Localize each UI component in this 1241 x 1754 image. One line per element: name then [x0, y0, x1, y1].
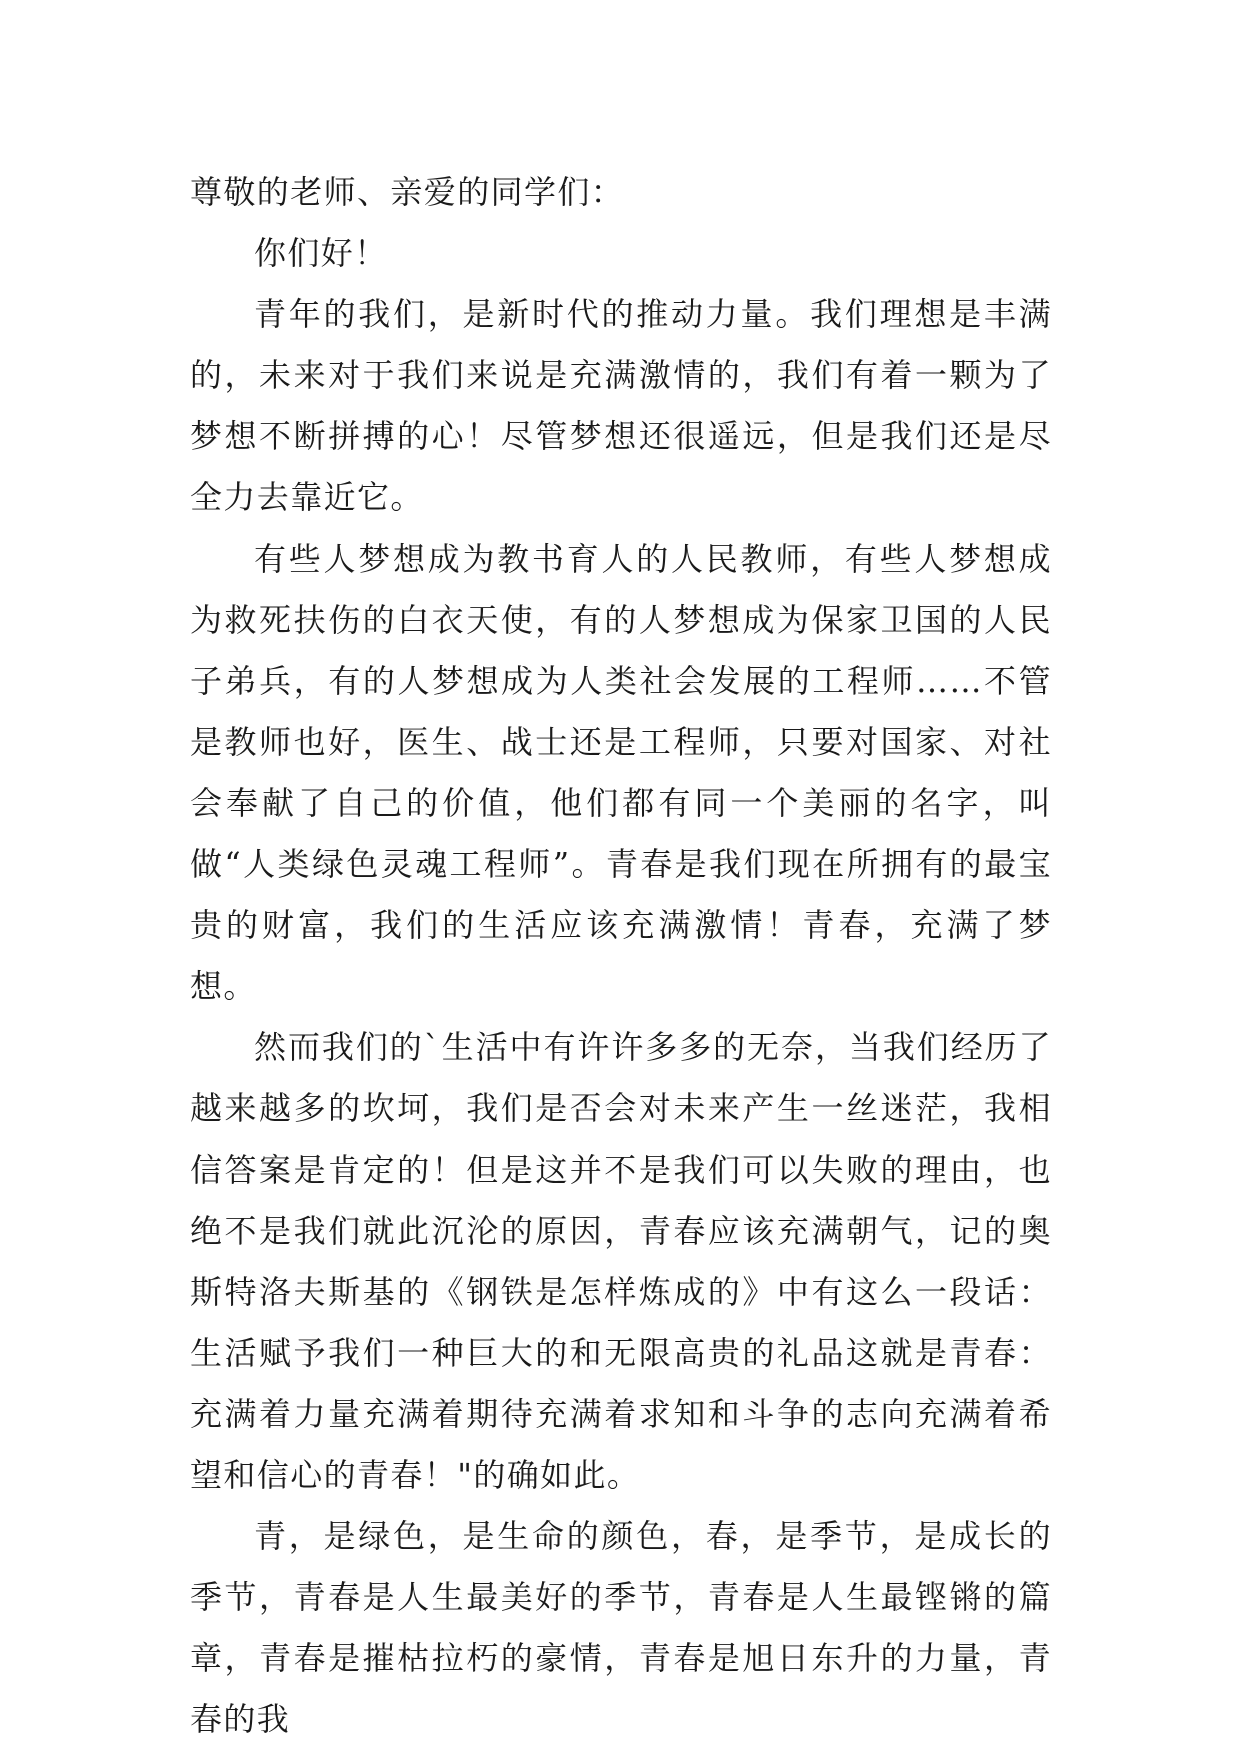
- paragraph: 青年的我们，是新时代的推动力量。我们理想是丰满的，未来对于我们来说是充满激情的，我们有着一颗为了梦想不断拼搏的心！尽管梦想还很遥远，但是我们还是尽全力去靠近它。: [190, 295, 1052, 517]
- paragraph: 有些人梦想成为教书育人的人民教师，有些人梦想成为救死扶伤的白衣天使，有的人梦想成为保家卫国的人民子弟兵，有的人梦想成为人类社会发展的工程师……不管是教师也好，医生、战士还是工程师，只要对国家、对社会奉献了自己的价值，他们都有同一个美丽的名字，叫做“人类绿色灵魂工程师”。青春是我们现在所拥有的最宝贵的财富，我们的生活应该充满激情！青春，充满了梦想。: [190, 539, 1052, 1006]
- salutation: 尊敬的老师、亲爱的同学们：: [190, 173, 625, 211]
- paragraph: 青，是绿色，是生命的颜色，春，是季节，是成长的季节，青春是人生最美好的季节，青春是人生最铿锵的篇章，青春是摧枯拉朽的豪情，青春是旭日东升的力量，青春的我: [190, 1517, 1052, 1739]
- document-body: [190, 162, 1052, 1750]
- paragraph: 然而我们的`生活中有许许多多的无奈，当我们经历了越来越多的坎坷，我们是否会对未来产生一丝迷茫，我相信答案是肯定的！但是这并不是我们可以失败的理由，也绝不是我们就此沉沦的原因，青春应该充满朝气，记的奥斯特洛夫斯基的《钢铁是怎样炼成的》中有这么一段话：生活赋予我们一种巨大的和无限高贵的礼品这就是青春：充满着力量充满着期待充满着求知和斗争的志向充满着希望和信心的青春！"的确如此。: [190, 1028, 1052, 1494]
- greeting: 你们好！: [254, 234, 388, 273]
